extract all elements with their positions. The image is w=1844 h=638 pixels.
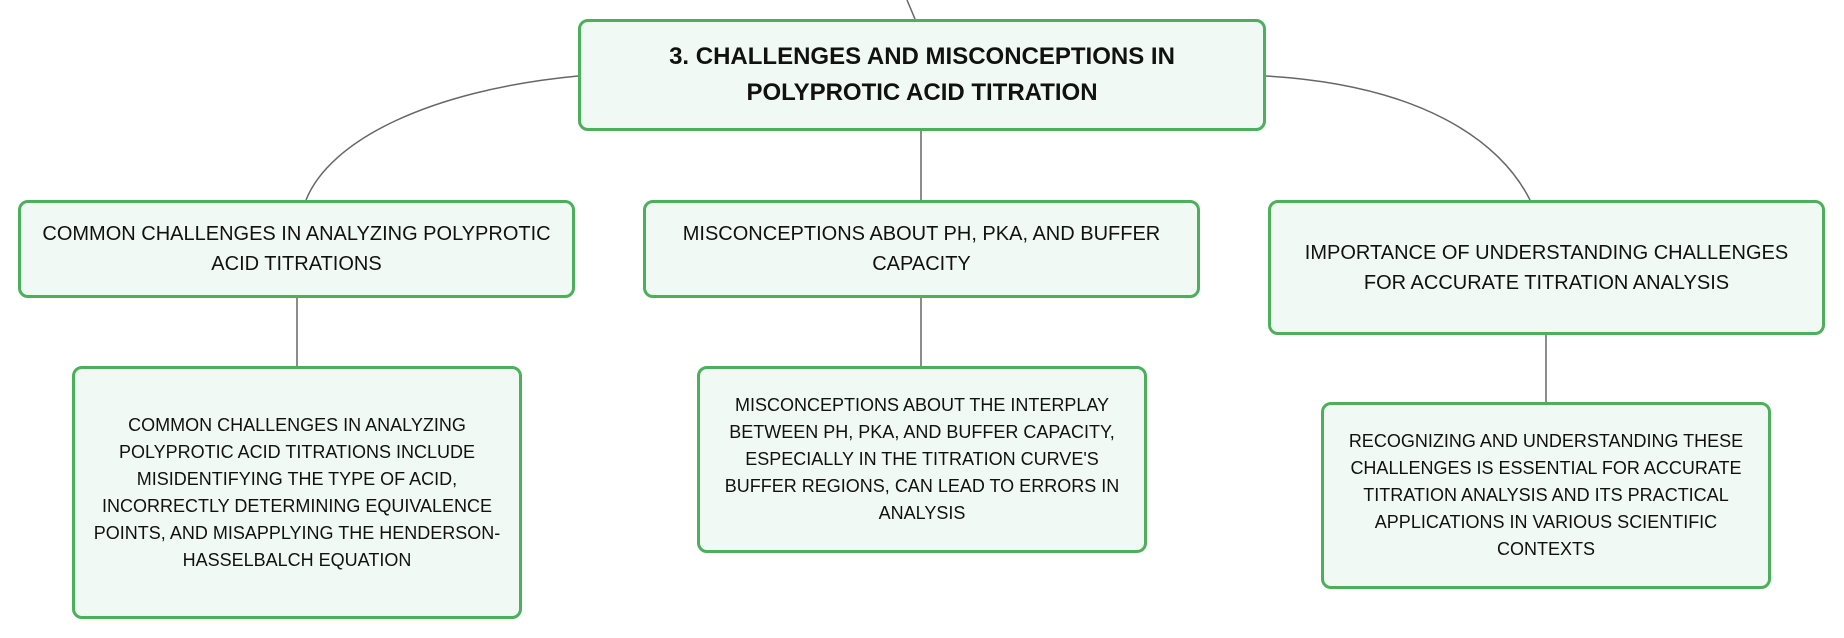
detail-common-challenges[interactable]	[72, 366, 522, 619]
connector-parent-to-root	[907, 0, 915, 19]
detail-misconceptions-text: MISCONCEPTIONS ABOUT THE INTERPLAY BETWEEN PH, PKA, AND BUFFER CAPACITY, ESPECIALLY IN THE TITRATION CURVE'S BUFFER REGIONS, CAN LEAD TO ERRORS IN ANALYSIS	[724, 395, 1120, 523]
root-topic-label: 3. CHALLENGES AND MISCONCEPTIONS IN POLYPROTIC ACID TITRATION	[669, 43, 1175, 106]
connector-root-to-branch-c	[1266, 76, 1530, 200]
topic-misconceptions-label: MISCONCEPTIONS ABOUT PH, PKA, AND BUFFER CAPACITY	[682, 223, 1161, 275]
topic-importance[interactable]	[1268, 200, 1825, 335]
topic-common-challenges[interactable]	[18, 200, 575, 298]
detail-misconceptions[interactable]	[697, 366, 1147, 553]
topic-importance-label: IMPORTANCE OF UNDERSTANDING CHALLENGES FOR ACCURATE TITRATION ANALYSIS	[1304, 241, 1789, 294]
topic-misconceptions[interactable]	[643, 200, 1200, 298]
topic-common-challenges-label: COMMON CHALLENGES IN ANALYZING POLYPROTIC ACID TITRATIONS	[42, 223, 551, 275]
detail-importance-text: RECOGNIZING AND UNDERSTANDING THESE CHALLENGES IS ESSENTIAL FOR ACCURATE TITRATION ANALYSIS AND ITS PRACTICAL APPLICATIONS IN VARIOUS SCIENTIFIC CONTEXTS	[1348, 431, 1744, 559]
connector-root-to-branch-a	[306, 76, 578, 200]
detail-common-challenges-text: COMMON CHALLENGES IN ANALYZING POLYPROTIC ACID TITRATIONS INCLUDE MISIDENTIFYING THE TYPE OF ACID, INCORRECTLY DETERMINING EQUIVALENCE POINTS, AND MISAPPLYING THE HENDERSON-HASSELBALCH EQUATION	[93, 414, 501, 570]
root-topic-node[interactable]	[578, 19, 1266, 131]
detail-importance[interactable]	[1321, 402, 1771, 589]
